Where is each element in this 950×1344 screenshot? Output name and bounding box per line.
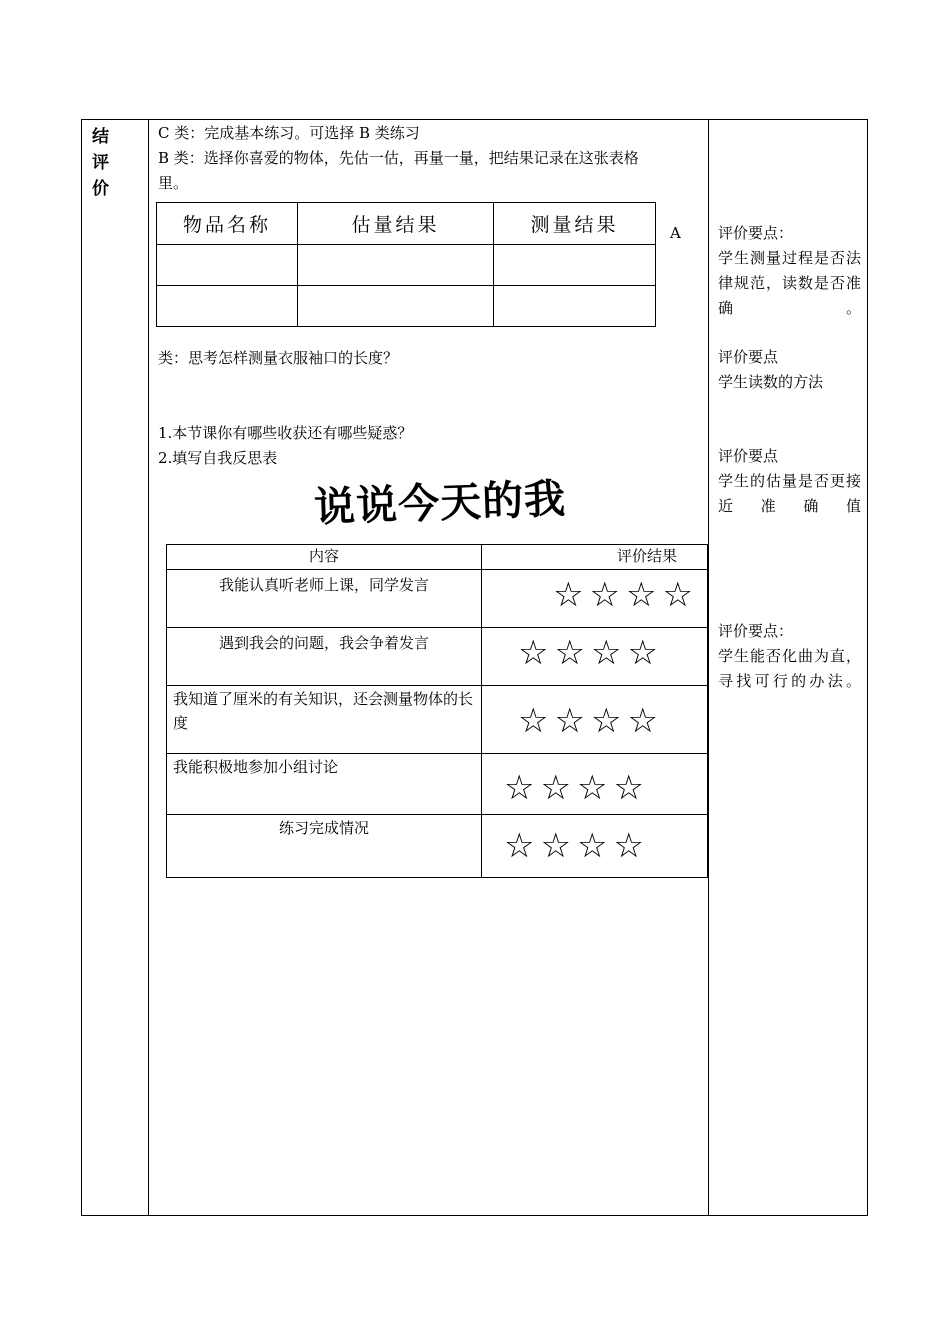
star-rating[interactable]: ☆☆☆☆ — [504, 768, 650, 808]
note-text: 学生测量过程是否法律规范，读数是否准确。 — [718, 249, 861, 317]
header-measured: 测量结果 — [494, 203, 656, 245]
question-1: 1.本节课你有哪些收获还有哪些疑惑？ — [158, 424, 413, 442]
header-item-name: 物品名称 — [157, 203, 298, 245]
reflection-table-header — [167, 545, 708, 570]
a-class-exercise: 类：思考怎样测量衣服袖口的长度？ — [158, 349, 399, 367]
table-row — [167, 815, 708, 878]
table-cell — [157, 245, 298, 286]
reflection-content: 我能认真听老师上课，同学发言 — [167, 570, 482, 628]
table-row — [167, 686, 708, 754]
evaluation-note-2 — [718, 345, 861, 395]
evaluation-note-1 — [718, 221, 861, 321]
note-text: 学生能否化曲为直，寻找可行的办法。 — [718, 647, 861, 690]
table-row — [157, 286, 656, 327]
evaluation-note-3 — [718, 444, 861, 519]
evaluation-note-4 — [718, 619, 861, 694]
table-row — [157, 245, 656, 286]
reflection-content: 我知道了厘米的有关知识，还会测量物体的长度 — [167, 686, 482, 754]
star-rating[interactable]: ☆☆☆☆ — [518, 633, 664, 673]
note-title: 评价要点 — [718, 348, 779, 366]
table-row — [167, 628, 708, 686]
table-cell — [494, 286, 656, 327]
star-rating[interactable]: ☆☆☆☆ — [504, 826, 650, 866]
note-text: 学生的估量是否更接近准确值 — [718, 472, 861, 515]
star-rating[interactable]: ☆☆☆☆ — [553, 575, 699, 615]
table-cell — [298, 245, 494, 286]
question-2: 2.填写自我反思表 — [158, 449, 278, 467]
star-rating[interactable]: ☆☆☆☆ — [518, 701, 664, 741]
header-content: 内容 — [167, 545, 482, 570]
table-row — [167, 570, 708, 628]
measurement-table-header — [157, 203, 656, 245]
a-class-marker: A — [670, 224, 681, 242]
note-title: 评价要点 — [718, 447, 779, 465]
note-title: 评价要点： — [718, 622, 794, 640]
note-title: 评价要点： — [718, 224, 794, 242]
reflection-content: 遇到我会的问题，我会争着发言 — [167, 628, 482, 686]
reflection-content: 练习完成情况 — [167, 815, 482, 878]
table-row — [167, 754, 708, 815]
table-cell — [494, 245, 656, 286]
table-cell — [298, 286, 494, 327]
section-label-char-3: 价 — [92, 179, 109, 199]
section-label-char-2: 评 — [92, 153, 109, 173]
reflection-title: 说说今天的我 — [313, 474, 567, 532]
note-text: 学生读数的方法 — [718, 373, 824, 391]
column-divider-left — [148, 120, 149, 1215]
reflection-table — [166, 544, 708, 878]
column-divider-right — [708, 120, 709, 1215]
section-label-char-1: 结 — [92, 127, 109, 147]
header-evaluation: 评价结果 — [482, 545, 708, 570]
c-class-exercise: C 类：完成基本练习。可选择 B 类练习 — [158, 124, 420, 142]
measurement-table — [156, 202, 656, 327]
b-class-exercise-line1: B 类：选择你喜爱的物体，先估一估，再量一量，把结果记录在这张表格 — [158, 149, 639, 167]
header-estimate: 估量结果 — [298, 203, 494, 245]
table-cell — [157, 286, 298, 327]
b-class-exercise-line2: 里。 — [158, 174, 189, 192]
reflection-content: 我能积极地参加小组讨论 — [167, 754, 482, 815]
